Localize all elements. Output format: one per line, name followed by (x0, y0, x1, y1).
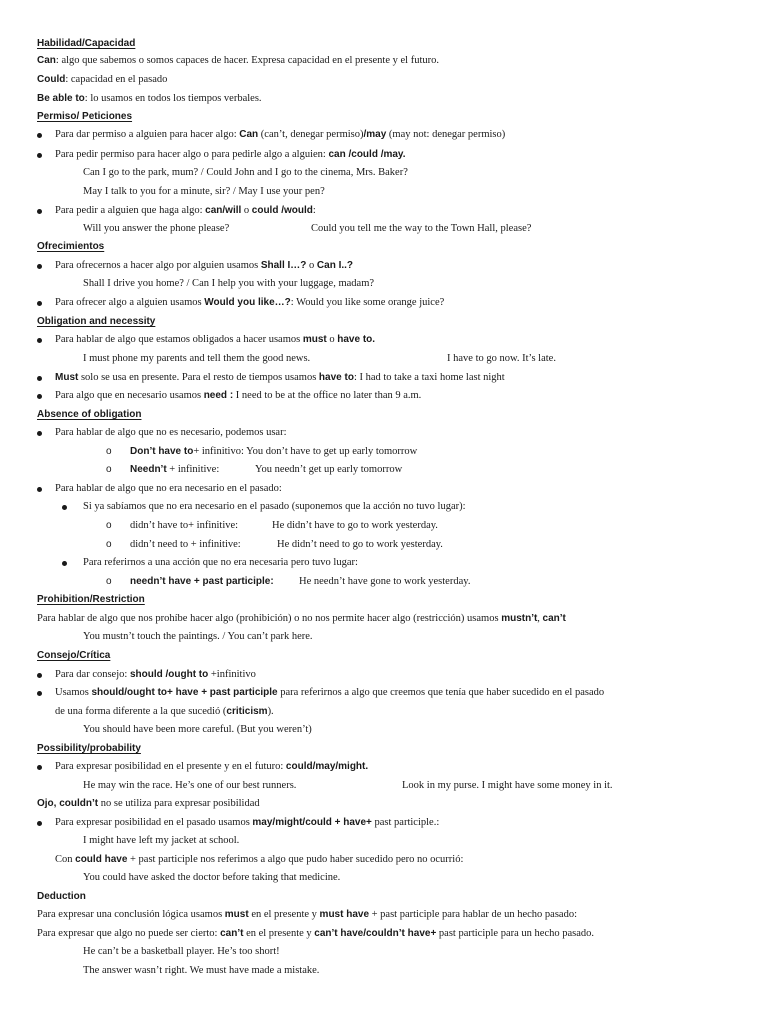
example-text: He may win the race. He’s one of our best runners. (83, 780, 297, 791)
term: criticism (226, 706, 268, 717)
text: Con (55, 854, 76, 865)
term: Must (55, 372, 79, 383)
bullet-icon (37, 673, 42, 678)
bullet-icon (37, 487, 42, 492)
text: + past participle para hablar de un hecho pasado: (369, 909, 577, 920)
section-heading: Absence of obligation (37, 409, 142, 420)
term: may/might/could + have+ (252, 817, 372, 828)
bullet-icon (37, 209, 42, 214)
term: can /could /may. (328, 149, 406, 160)
term-could: Could (37, 74, 66, 85)
text: + infinitivo (193, 446, 241, 457)
heading-possibility (0, 740, 768, 758)
example-text: May I talk to you for a minute, sir? / May I use your pen? (83, 186, 325, 197)
text: ). (267, 706, 274, 717)
text-line (0, 851, 768, 869)
section-heading: Prohibition/Restriction (37, 594, 145, 605)
text: : You don’t have to get up early tomorrow (240, 446, 418, 457)
bullet-icon (62, 505, 67, 510)
example-line (0, 628, 768, 646)
text: Para dar permiso a alguien para hacer algo: (55, 129, 240, 140)
heading-deduction (0, 888, 768, 906)
text: Para referirnos a una acción que no era necesaria pero tuvo lugar: (83, 557, 358, 568)
text: +infinitivo (208, 669, 256, 680)
text: He didn’t need to go to work yesterday. (277, 539, 443, 550)
text: (may not: denegar permiso) (386, 129, 506, 140)
bullet-item (0, 126, 768, 144)
bullet-icon (37, 691, 42, 696)
term: can’t (542, 613, 566, 624)
example-line (0, 832, 768, 850)
text: o (306, 260, 317, 271)
bullet-item (0, 294, 768, 312)
text: para referirnos a algo que creemos que tenía que haber sucedido en el pasado (277, 687, 605, 698)
text: Usamos (55, 687, 92, 698)
text: Para algo que en necesario usamos (55, 390, 204, 401)
bullet-item (0, 758, 768, 776)
text: : Would you like some orange juice? (290, 297, 445, 308)
text: Si ya sabíamos que no era necesario en el pasado (suponemos que la acción no tuvo lugar): (83, 501, 466, 512)
term: needn’t have + past participle: (130, 576, 274, 587)
bullet-icon (37, 338, 42, 343)
section-heading: Deduction (37, 891, 86, 902)
circle-bullet-icon: o (106, 464, 112, 475)
text: solo se usa en presente. Para el resto de tiempos usamos (78, 372, 319, 383)
text: + past participle nos referimos a algo que pudo haber sucedido pero no ocurrió: (127, 854, 464, 865)
section-heading: Possibility/probability (37, 743, 141, 754)
bullet-icon (37, 153, 42, 158)
text: Para dar consejo: (55, 669, 130, 680)
bullet-item (0, 331, 768, 349)
text-line (0, 795, 768, 813)
text: : I had to take a taxi home last night (353, 372, 505, 383)
bullet-icon (37, 376, 42, 381)
text: Para expresar que algo no puede ser cierto: (37, 928, 221, 939)
term: /may (363, 129, 387, 140)
term: could /would (251, 205, 313, 216)
text: Para expresar una conclusión lógica usamos (37, 909, 225, 920)
example-line (0, 183, 768, 201)
term: must (224, 909, 249, 920)
term: can’t have/couldn’t have+ (314, 928, 437, 939)
text: : capacidad en el pasado (65, 74, 168, 85)
term: should/ought to+ have + past participle (91, 687, 278, 698)
example-text: Could you tell me the way to the Town Hall, please? (311, 223, 532, 234)
example-line (0, 962, 768, 980)
term: must have (319, 909, 370, 920)
section-heading: Obligation and necessity (37, 316, 156, 327)
example-text: Look in my purse. I might have some money in it. (402, 780, 613, 791)
example-text: The answer wasn’t right. We must have made a mistake. (83, 965, 320, 976)
sub-item (0, 461, 768, 479)
bullet-icon (37, 301, 42, 306)
term: mustn’t (501, 613, 538, 624)
text: Para hablar de algo que no es necesario, podemos usar: (55, 427, 287, 438)
sub-item (0, 536, 768, 554)
example-line (0, 943, 768, 961)
text: past participle para un hecho pasado. (436, 928, 595, 939)
bullet-icon (37, 821, 42, 826)
text: Para expresar posibilidad en el pasado usamos (55, 817, 253, 828)
heading-habilidad (0, 35, 768, 53)
bullet-icon (37, 264, 42, 269)
example-line (0, 164, 768, 182)
text-line (0, 703, 768, 721)
text: I need to be at the office no later than 9 a.m. (233, 390, 422, 401)
term: should /ought to (129, 669, 209, 680)
bullet-icon (37, 431, 42, 436)
text: o (241, 205, 252, 216)
bullet-item (0, 480, 768, 498)
heading-prohibition (0, 591, 768, 609)
section-heading: Consejo/Crítica (37, 650, 111, 661)
example-line (0, 275, 768, 293)
example-line (0, 721, 768, 739)
bullet-item (0, 369, 768, 387)
bullet-item (0, 146, 768, 164)
heading-obligation (0, 313, 768, 331)
term-can: Can (37, 55, 56, 66)
text: Para ofrecernos a hacer algo por alguien usamos (55, 260, 261, 271)
section-heading: Habilidad/Capacidad (37, 38, 136, 49)
text: , (537, 613, 543, 624)
term: Would you like…? (204, 297, 291, 308)
bullet-item (0, 554, 768, 572)
term: Can (239, 129, 259, 140)
bullet-icon (37, 394, 42, 399)
term: can/will (205, 205, 242, 216)
text: didn’t have to+ infinitive: (130, 520, 239, 531)
term: Needn’t (130, 464, 167, 475)
text: : algo que sabemos o somos capaces de hacer. Expresa capacidad en el presente y el futuro. (55, 55, 440, 66)
line-be-able-to (0, 90, 768, 108)
bullet-item (0, 498, 768, 516)
bullet-item (0, 666, 768, 684)
circle-bullet-icon: o (106, 576, 112, 587)
term: must (302, 334, 327, 345)
example-text: I must phone my parents and tell them the good news. (83, 353, 311, 364)
term: can’t (220, 928, 244, 939)
bullet-icon (37, 765, 42, 770)
bullet-item (0, 257, 768, 275)
example-text: I have to go now. It’s late. (447, 353, 556, 364)
term: Don’t have to (130, 446, 194, 457)
text-line (0, 925, 768, 943)
example-line (0, 777, 768, 795)
bullet-icon (62, 561, 67, 566)
text: + infinitive: (166, 464, 220, 475)
section-heading: Ofrecimientos (37, 241, 105, 252)
circle-bullet-icon: o (106, 520, 112, 531)
text: He didn’t have to go to work yesterday. (272, 520, 438, 531)
text: past participle.: (371, 817, 440, 828)
example-text: You should have been more careful. (But you weren’t) (83, 724, 312, 735)
term: have to. (337, 334, 376, 345)
text-line (0, 906, 768, 924)
sub-item (0, 573, 768, 591)
text: Para ofrecer algo a alguien usamos (55, 297, 205, 308)
bullet-item (0, 684, 768, 702)
bullet-icon (37, 133, 42, 138)
term-be-able-to: Be able to (37, 93, 85, 104)
example-line (0, 220, 768, 238)
term: have to (318, 372, 354, 383)
bullet-item (0, 424, 768, 442)
heading-ofrecimientos (0, 238, 768, 256)
term: need : (203, 390, 234, 401)
text: no se utiliza para expresar posibilidad (98, 798, 260, 809)
term: could/may/might. (285, 761, 369, 772)
bullet-item (0, 387, 768, 405)
example-line (0, 350, 768, 368)
example-text: Shall I drive you home? / Can I help you with your luggage, madam? (83, 278, 375, 289)
example-text: Will you answer the phone please? (83, 223, 230, 234)
text: Para hablar de algo que estamos obligados a hacer usamos (55, 334, 303, 345)
text: en el presente y (248, 909, 320, 920)
text: en el presente y (243, 928, 315, 939)
bullet-item (0, 202, 768, 220)
term: Shall I…? (260, 260, 307, 271)
section-heading: Permiso/ Peticiones (37, 111, 133, 122)
text: Para expresar posibilidad en el presente y en el futuro: (55, 761, 286, 772)
example-text: You could have asked the doctor before taking that medicine. (83, 872, 341, 883)
text: (can’t, denegar permiso) (258, 129, 364, 140)
example-text: I might have left my jacket at school. (83, 835, 240, 846)
text: didn’t need to + infinitive: (130, 539, 241, 550)
sub-item (0, 443, 768, 461)
text-line (0, 610, 768, 628)
circle-bullet-icon: o (106, 446, 112, 457)
text: o (326, 334, 338, 345)
example-text: He can’t be a basketball player. He’s too short! (83, 946, 280, 957)
text: Para pedir a alguien que haga algo: (55, 205, 206, 216)
term: Ojo, couldn’t (37, 798, 99, 809)
bullet-item (0, 814, 768, 832)
text: : lo usamos en todos los tiempos verbales. (84, 93, 262, 104)
heading-permiso (0, 108, 768, 126)
line-could (0, 71, 768, 89)
line-can (0, 52, 768, 70)
text: You needn’t get up early tomorrow (255, 464, 403, 475)
circle-bullet-icon: o (106, 539, 112, 550)
text: : (312, 205, 316, 216)
example-text: You mustn’t touch the paintings. / You can’t park here. (83, 631, 313, 642)
sub-item (0, 517, 768, 535)
term: could have (75, 854, 128, 865)
text: Para pedir permiso para hacer algo o para pedirle algo a alguien: (55, 149, 329, 160)
text: Para hablar de algo que no era necesario en el pasado: (55, 483, 282, 494)
heading-consejo (0, 647, 768, 665)
text: He needn’t have gone to work yesterday. (299, 576, 471, 587)
text: Para hablar de algo que nos prohíbe hacer algo (prohibición) o no nos permite hacer algo (restricción) usamos (37, 613, 502, 624)
example-text: Can I go to the park, mum? / Could John and I go to the cinema, Mrs. Baker? (83, 167, 408, 178)
heading-absence (0, 406, 768, 424)
example-line (0, 869, 768, 887)
text: de una forma diferente a la que sucedió ( (55, 706, 227, 717)
term: Can I..? (316, 260, 354, 271)
